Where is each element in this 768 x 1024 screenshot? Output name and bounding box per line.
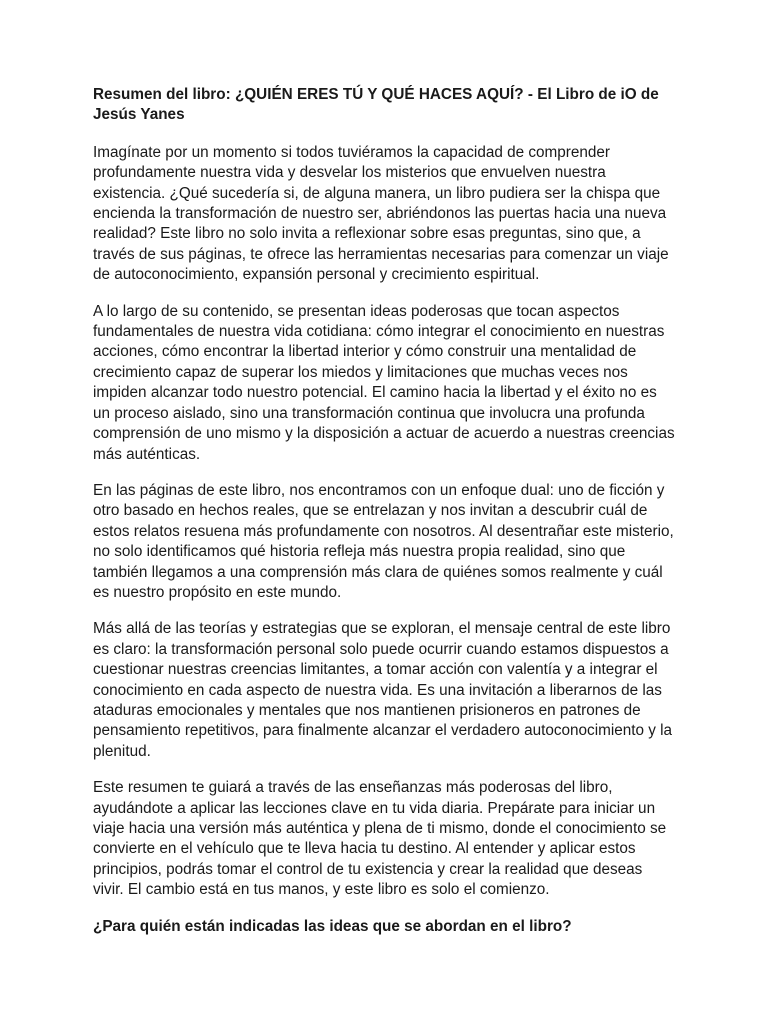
paragraph-intro: Imagínate por un momento si todos tuviéramos la capacidad de comprender profundamente nuestra vida y desvelar los misterios que envuelven nuestra existencia. ¿Qué sucedería si, de alguna manera, un libro pudiera ser la chispa que encienda la transformación de nuestro ser, abriéndonos las puertas hacia una nueva realidad? Este libro no solo invita a reflexionar sobre esas preguntas, sino que, a través de sus páginas, te ofrece las herramientas necesarias para comenzar un viaje de autoconocimiento, expansión personal y crecimiento espiritual. [93,143,669,284]
paragraph-content: A lo largo de su contenido, se presentan ideas poderosas que tocan aspectos fundamentales de nuestra vida cotidiana: cómo integrar el conocimiento en nuestras acciones, cómo encontrar la libertad interior y cómo construir una mentalidad de crecimiento capaz de superar los miedos y limitaciones que muchas veces nos impiden alcanzar todo nuestro potencial. El camino hacia la libertad y el éxito no es un proceso aislado, sino una transformación continua que involucra una profunda comprensión de uno mismo y la disposición a actuar de acuerdo a nuestras creencias más auténticas. [93,302,675,463]
section-heading: ¿Para quién están indicadas las ideas que se abordan en el libro? [93,917,572,935]
paragraph-dual-approach: En las páginas de este libro, nos encontramos con un enfoque dual: uno de ficción y otro basado en hechos reales, que se entrelazan y nos invitan a descubrir cuál de estos relatos resuena más profundamente con nosotros. Al desentrañar este misterio, no solo identificamos qué historia refleja más nuestra propia realidad, sino que también llegamos a una comprensión más clara de quiénes somos realmente y cuál es nuestro propósito en este mundo. [93,481,674,601]
paragraph-summary-guide: Este resumen te guiará a través de las enseñanzas más poderosas del libro, ayudándote a aplicar las lecciones clave en tu vida diaria. Prepárate para iniciar un viaje hacia una versión más auténtica y plena de ti mismo, donde el conocimiento se convierte en el vehículo que te lleva hacia tu destino. Al entender y aplicar estos principios, podrás tomar el control de tu existencia y crear la realidad que deseas vivir. El cambio está en tus manos, y este libro es solo el comienzo. [93,779,667,899]
document-title: Resumen del libro: ¿QUIÉN ERES TÚ Y QUÉ HACES AQUÍ? - El Libro de iO de Jesús Yanes [93,86,659,124]
document-body [93,85,675,937]
paragraph-central-message: Más allá de las teorías y estrategias que se exploran, el mensaje central de este libro es claro: la transformación personal solo puede ocurrir cuando estamos dispuestos a cuestionar nuestras creencias limitantes, a tomar acción con valentía y a integrar el conocimiento en cada aspecto de nuestra vida. Es una invitación a liberarnos de las ataduras emocionales y mentales que nos mantienen prisioneros en patrones de pensamiento repetitivos, para finalmente alcanzar el verdadero autoconocimiento y la plenitud. [93,620,673,760]
